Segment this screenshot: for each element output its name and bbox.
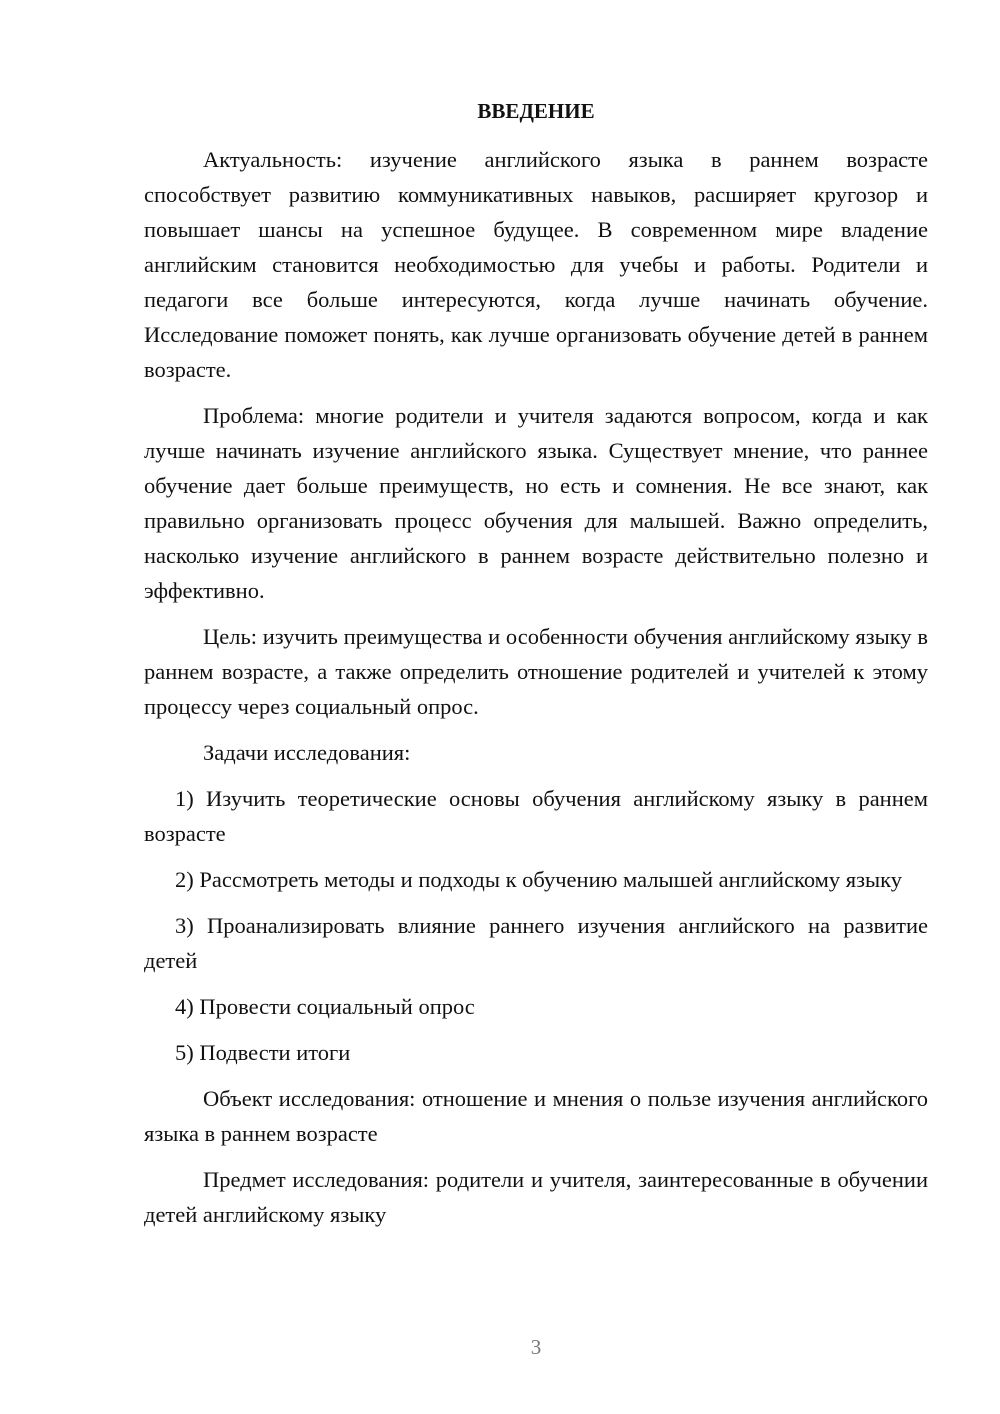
task-item: 5) Подвести итоги (175, 1040, 351, 1065)
relevance-paragraph: Актуальность: изучение английского языка в раннем возрасте способствует развитию коммуникативных навыков, расширяет кругозор и повышает шансы на успешное будущее. В современном мире владение английским становится необходимостью для учебы и работы. Родители и педагоги все больше интересуются, когда лучше начинать обучение. Исследование поможет понять, как лучше организовать обучение детей в раннем возрасте. (144, 147, 928, 382)
tasks-heading: Задачи исследования: (203, 740, 411, 765)
task-item: 3) Проанализировать влияние раннего изучения английского на развитие детей (144, 913, 928, 973)
problem-paragraph: Проблема: многие родители и учителя задаются вопросом, когда и как лучше начинать изучение английского языка. Существует мнение, что раннее обучение дает больше преимуществ, но есть и сомнения. Не все знают, как правильно организовать процесс обучения для малышей. Важно определить, насколько изучение английского в раннем возрасте действительно полезно и эффективно. (144, 403, 928, 603)
document-page (144, 96, 928, 1243)
task-item: 1) Изучить теоретические основы обучения английскому языку в раннем возрасте (144, 786, 928, 846)
page-number: 3 (530, 1335, 542, 1359)
task-item: 4) Провести социальный опрос (175, 994, 475, 1019)
subject-paragraph: Предмет исследования: родители и учителя, заинтересованные в обучении детей английскому языку (144, 1167, 928, 1227)
page-title: ВВЕДЕНИЕ (477, 99, 595, 123)
goal-paragraph: Цель: изучить преимущества и особенности обучения английскому языку в раннем возрасте, а также определить отношение родителей и учителей к этому процессу через социальный опрос. (144, 624, 928, 719)
object-paragraph: Объект исследования: отношение и мнения о пользе изучения английского языка в раннем возрасте (144, 1086, 928, 1146)
task-item: 2) Рассмотреть методы и подходы к обучению малышей английскому языку (175, 867, 902, 892)
